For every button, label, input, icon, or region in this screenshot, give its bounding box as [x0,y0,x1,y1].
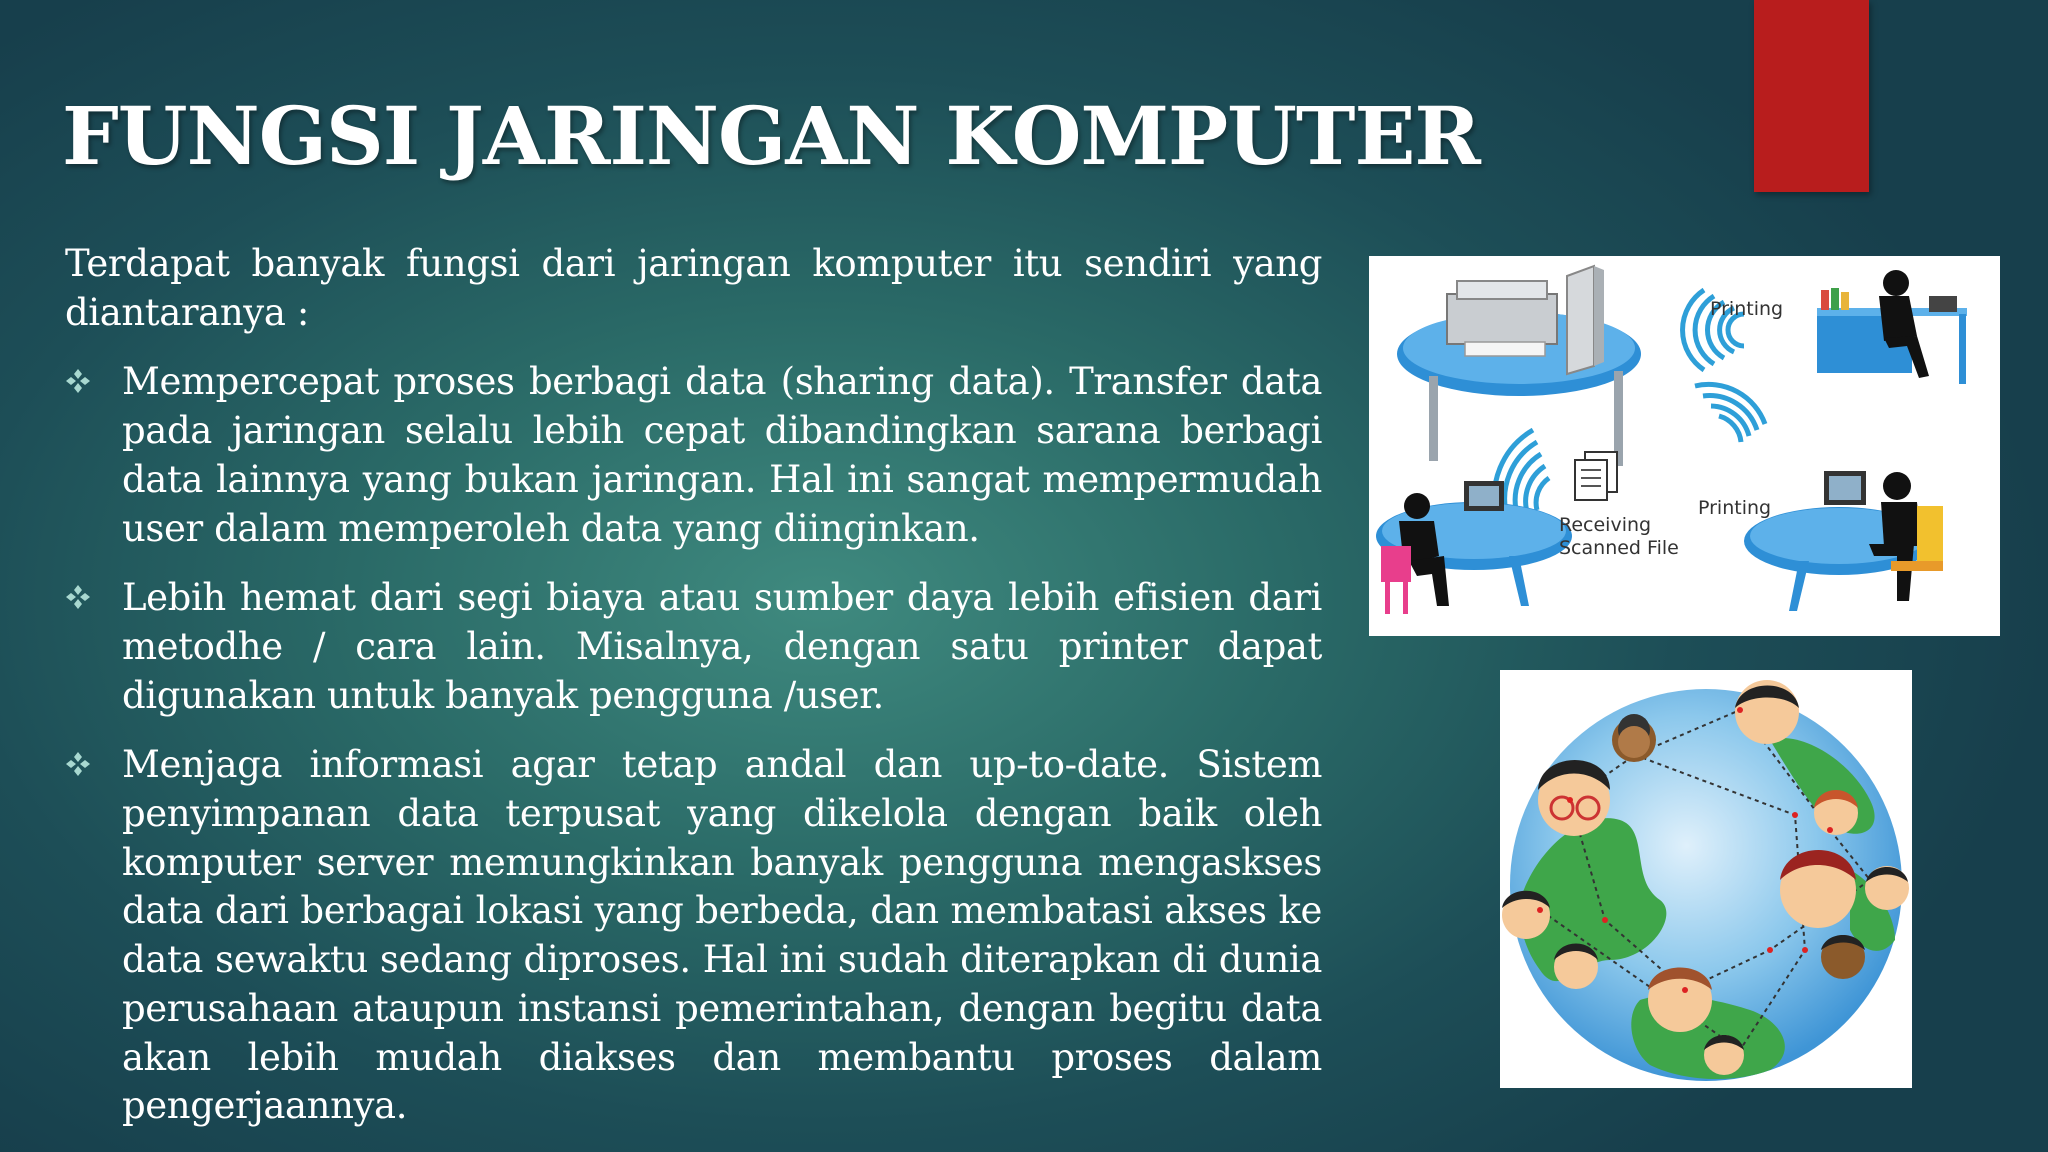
bullet-text: Mempercepat proses berbagi data (sharing data). Transfer data pada jaringan selalu lebih cepat dibandingkan sarana berbagi data lainnya yang bukan jaringan. Hal ini sangat mempermudah user dalam memperoleh data yang diinginkan. [122,360,1322,550]
diamond-bullet-icon [65,751,91,777]
wireless-signal-icon [1695,384,1765,442]
bullet-item [65,574,1322,720]
bullet-item [65,358,1322,553]
globe-people-graphic [1500,670,1912,1088]
person-face-icon [1502,891,1550,939]
label-printing-top: Printing [1710,298,1784,320]
network-illustration-graphic [1369,256,2000,636]
printer-icon [1447,281,1557,356]
server-icon [1567,266,1604,374]
label-printing-bottom: Printing [1698,497,1772,519]
bullet-text: Menjaga informasi agar tetap andal dan up-to-date. Sistem penyimpanan data terpusat yang dikelola dengan baik oleh komputer server memungkinkan banyak pengguna mengaskses data dari berbagai lokasi yang berbeda, dan membatasi akses ke data sewaktu sedang diproses. Hal ini sudah diterapkan di dunia perusahaan ataupun instansi pemerintahan, dengan begitu data akan lebih mudah diakses dan membantu proses dalam pengerjaannya. [122,743,1322,1128]
person-face-icon [1814,790,1858,835]
network-sharing-illustration [1369,256,2000,636]
person-face-icon [1704,1035,1744,1075]
bullet-list [65,358,1322,1131]
person-face-icon [1865,866,1909,910]
person-face-icon [1780,850,1856,928]
person-face-icon [1821,935,1865,979]
intro-text: Terdapat banyak fungsi dari jaringan komputer itu sendiri yang diantaranya : [65,242,1322,334]
person-face-icon [1554,944,1598,990]
document-icon [1575,452,1617,500]
slide-title: FUNGSI JARINGAN KOMPUTER [62,89,1480,183]
diamond-bullet-icon [65,584,91,610]
person-face-icon [1648,968,1712,1033]
person-face-icon [1735,680,1799,744]
diamond-bullet-icon [65,368,91,394]
slide-body [65,240,1322,1152]
bullet-item [65,741,1322,1131]
label-scanned-file: Scanned File [1559,537,1679,559]
label-receiving: Receiving [1559,514,1652,536]
global-network-illustration [1500,670,1912,1088]
bullet-text: Lebih hemat dari segi biaya atau sumber daya lebih efisien dari metodhe / cara lain. Misalnya, dengan satu printer dapat digunakan untuk banyak pengguna /user. [122,576,1322,717]
accent-red-bar [1754,0,1869,192]
person-face-icon [1538,760,1610,836]
